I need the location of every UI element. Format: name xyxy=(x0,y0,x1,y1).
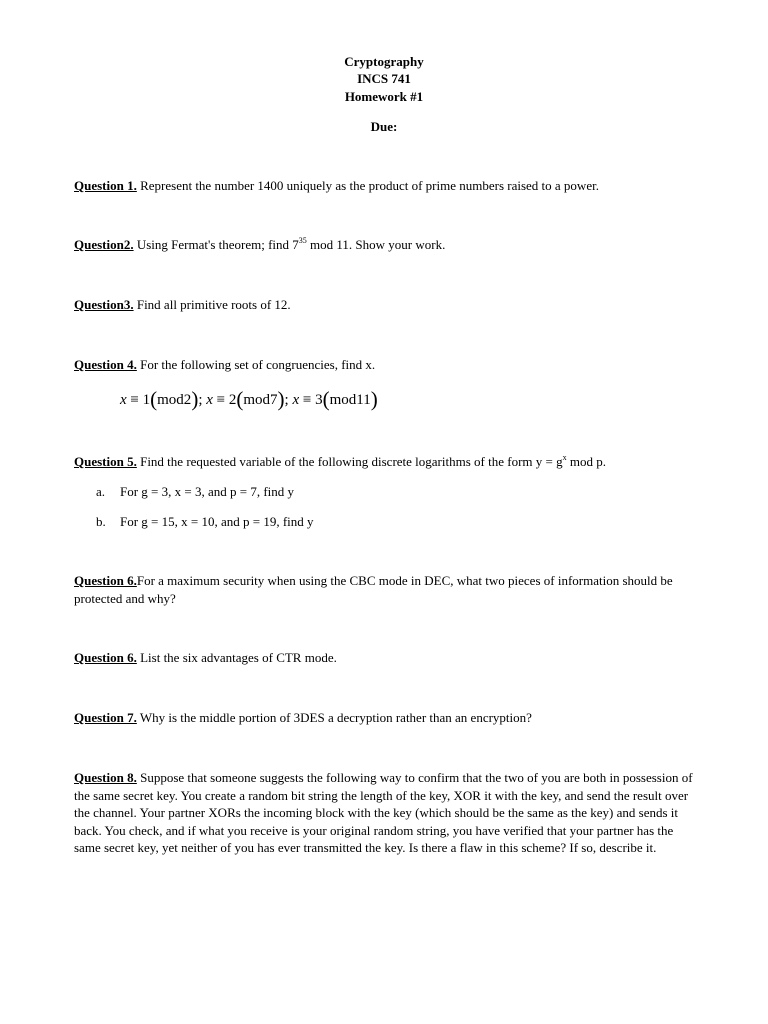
question-4-label: Question 4. xyxy=(74,357,137,372)
question-7 xyxy=(74,709,696,727)
question-8 xyxy=(74,769,696,857)
question-3-label: Question3. xyxy=(74,297,134,312)
question-1-text: Represent the number 1400 uniquely as the product of prime numbers raised to a power. xyxy=(136,178,599,193)
question-2-text-end: mod 11. Show your work. xyxy=(306,237,446,252)
question-5-item-a xyxy=(96,483,294,500)
course-title: Cryptography xyxy=(344,54,424,69)
congruence-3: x ≡ 3(mod11) xyxy=(292,387,378,411)
assignment-title: Homework #1 xyxy=(344,89,424,104)
question-6-cbc xyxy=(74,572,696,607)
question-5-text: Find the requested variable of the following discrete logarithms of the form y = g xyxy=(136,454,563,469)
list-item-text: For g = 3, x = 3, and p = 7, find y xyxy=(120,484,295,499)
list-item-text: For g = 15, x = 10, and p = 19, find y xyxy=(120,514,314,529)
list-marker: b. xyxy=(96,514,106,529)
question-6-cbc-label: Question 6. xyxy=(74,573,137,588)
question-6-ctr-text: List the six advantages of CTR mode. xyxy=(136,650,337,665)
question-6-cbc-text: For a maximum security when using the CBC mode in DEC, what two pieces of information should be protected and why? xyxy=(74,573,673,606)
question-5-exponent: x xyxy=(562,453,567,462)
question-1-label: Question 1. xyxy=(74,178,137,193)
question-2-text: Using Fermat's theorem; find 7 xyxy=(133,237,299,252)
congruence-1: x ≡ 1(mod2); xyxy=(120,387,207,411)
question-3 xyxy=(74,296,696,314)
question-1 xyxy=(74,177,696,195)
congruence-2: x ≡ 2(mod7); xyxy=(206,387,293,411)
question-4-text: For the following set of congruencies, find x. xyxy=(136,357,376,372)
course-code: INCS 741 xyxy=(357,71,411,86)
question-6-ctr-label: Question 6. xyxy=(74,650,137,665)
due-label: Due: xyxy=(370,119,398,134)
question-2 xyxy=(74,236,696,254)
question-5 xyxy=(74,453,696,471)
question-8-label: Question 8. xyxy=(74,770,137,785)
question-2-exponent: 35 xyxy=(298,236,307,245)
question-3-text: Find all primitive roots of 12. xyxy=(133,297,291,312)
question-7-label: Question 7. xyxy=(74,710,137,725)
question-5-item-b xyxy=(96,513,314,530)
question-8-text: Suppose that someone suggests the following way to confirm that the two of you are both in possession of the same secret key. You create a random bit string the length of the key, XOR it with the key, and send the result over the channel. Your partner XORs the incoming block with the key (which should be the same as the key) and sends it back. You check, and if what you receive is your original random string, you have verified that your partner has the same secret key, yet neither of you has ever transmitted the key. Is there a flaw in this scheme? If so, describe it. xyxy=(74,770,693,855)
congruence-system xyxy=(120,388,378,411)
question-2-label: Question2. xyxy=(74,237,134,252)
question-4 xyxy=(74,356,696,374)
question-5-text-end: mod p. xyxy=(566,454,606,469)
question-6-ctr xyxy=(74,649,696,667)
question-7-text: Why is the middle portion of 3DES a decryption rather than an encryption? xyxy=(136,710,532,725)
list-marker: a. xyxy=(96,484,106,499)
question-5-label: Question 5. xyxy=(74,454,137,469)
